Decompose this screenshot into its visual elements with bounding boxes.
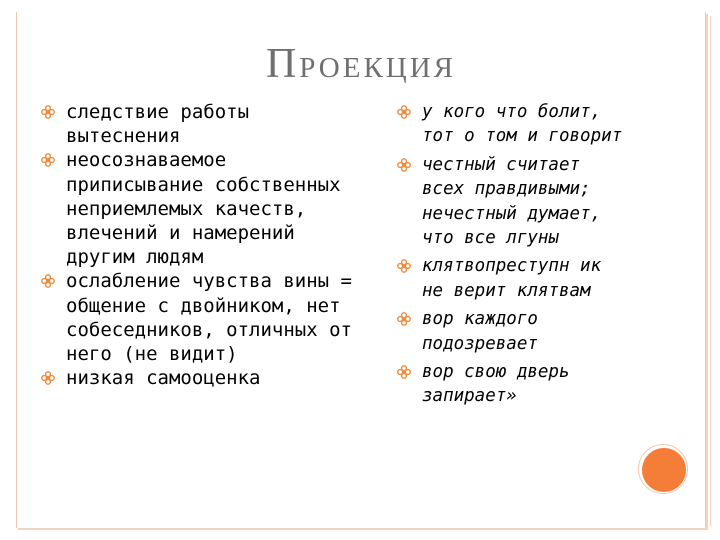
- right-bullet-list: [394, 100, 626, 413]
- list-item-text: вор каждого подозревает: [422, 309, 538, 354]
- list-item: [394, 307, 626, 356]
- list-item-text: вор свою дверь запирает»: [422, 362, 570, 407]
- flower-bullet-icon: [41, 274, 55, 288]
- list-item-text: честный считает всех правдивыми; нечестный думает, что все лгуны: [422, 154, 602, 249]
- flower-bullet-icon: [397, 259, 411, 273]
- list-item: [38, 269, 358, 366]
- list-item: [38, 366, 358, 390]
- flower-bullet-icon: [41, 105, 55, 119]
- flower-bullet-icon: [41, 371, 55, 385]
- flower-bullet-icon: [397, 158, 411, 172]
- flower-bullet-icon: [397, 105, 411, 119]
- list-item-text: ослабление чувства вины = общение с двойником, нет собеседников, отличных от него (не видит): [66, 270, 352, 366]
- flower-bullet-icon: [397, 365, 411, 379]
- list-item-text: у кого что болит, тот о том и говорит: [422, 102, 623, 147]
- list-item: [38, 100, 358, 148]
- list-item: [38, 148, 358, 269]
- decorative-orange-circle: [642, 448, 686, 492]
- flower-bullet-icon: [397, 312, 411, 326]
- list-item-text: низкая самооценка: [66, 367, 261, 390]
- list-item: [394, 360, 626, 409]
- slide-title: Проекция: [265, 41, 457, 87]
- list-item: [394, 100, 626, 149]
- flower-bullet-icon: [41, 153, 55, 167]
- list-item-text: неосознаваемое приписывание собственных неприемлемых качеств, влечений и намерений другим людям: [66, 149, 341, 269]
- left-bullet-list: [38, 100, 358, 390]
- list-item: [394, 254, 626, 303]
- list-item-text: клятвопреступн ик не верит клятвам: [422, 256, 602, 301]
- list-item: [394, 153, 626, 251]
- list-item-text: следствие работы вытеснения: [66, 101, 250, 148]
